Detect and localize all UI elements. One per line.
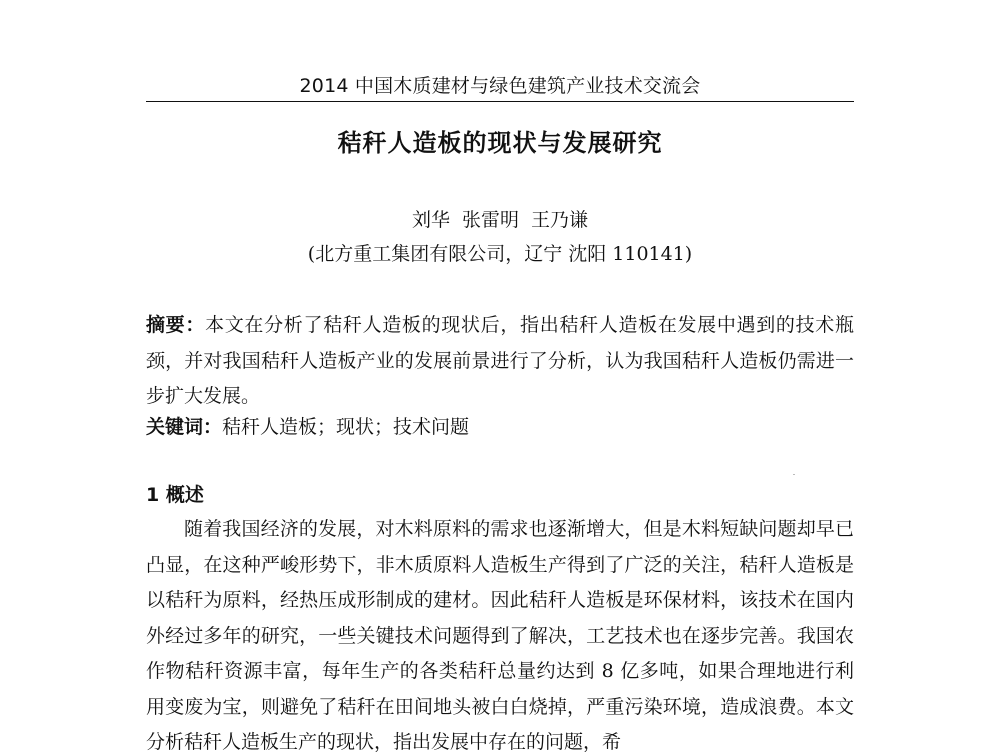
running-header: 2014 中国木质建材与绿色建筑产业技术交流会	[299, 75, 701, 97]
scan-speck	[793, 474, 795, 475]
section-body: 随着我国经济的发展，对木料原料的需求也逐渐增大，但是木料短缺问题却早已凸显，在这种严峻形势下，非木质原料人造板生产得到了广泛的关注，秸秆人造板是以秸秆为原料，经热压成形制成的建材。因此秸秆人造板是环保材料，该技术在国内外经过多年的研究，一些关键技术问题得到了解决，工艺技术也在逐步完善。我国农作物秸秆资源丰富，每年生产的各类秸秆总量约达到 8 亿多吨，如果合理地进行利用变废为宝，则避免了秸秆在田间地头被白白烧掉，严重污染环境，造成浪费。本文分析秸秆人造板生产的现状，指出发展中存在的问题，希	[146, 518, 854, 752]
abstract-label: 摘要：	[146, 314, 206, 336]
header-rule	[146, 101, 854, 102]
paper-title: 秸秆人造板的现状与发展研究	[337, 129, 663, 157]
abstract-text: 本文在分析了秸秆人造板的现状后，指出秸秆人造板在发展中遇到的技术瓶颈，并对我国秸秆人造板产业的发展前景进行了分析，认为我国秸秆人造板仍需进一步扩大发展。	[146, 314, 854, 407]
affiliation: (北方重工集团有限公司，辽宁 沈阳 110141)	[307, 243, 693, 265]
keywords-label: 关键词：	[146, 416, 223, 438]
authors: 刘华 张雷明 王乃谦	[411, 209, 589, 231]
abstract	[146, 308, 854, 415]
keywords-text: 秸秆人造板；现状；技术问题	[222, 416, 470, 438]
section-heading: 1 概述	[146, 484, 204, 506]
keywords	[146, 410, 854, 445]
